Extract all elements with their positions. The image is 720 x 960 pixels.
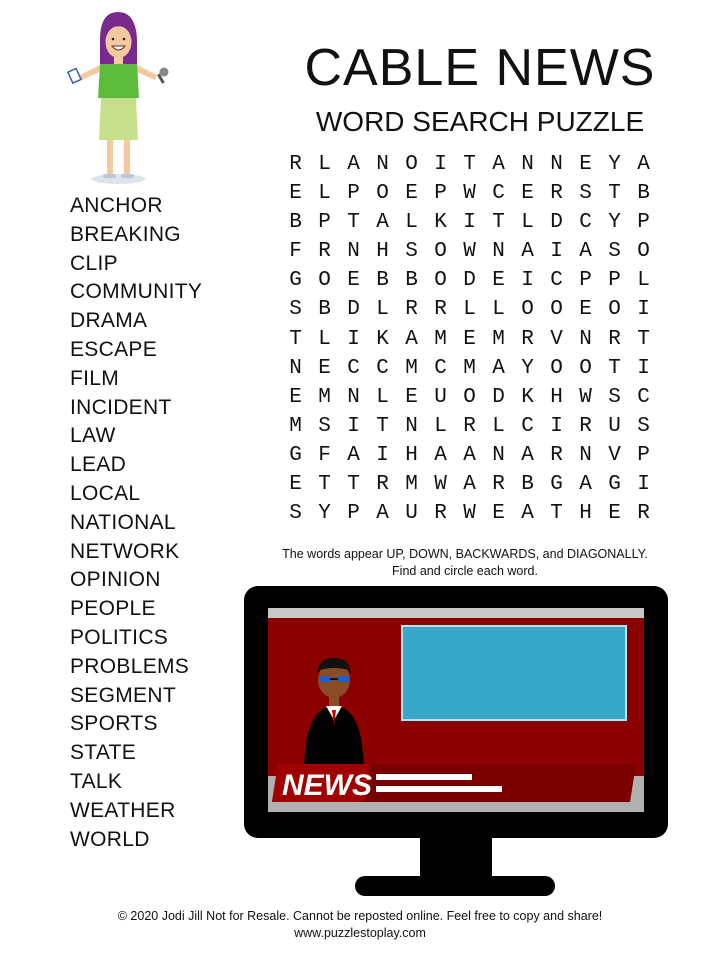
grid-cell: R xyxy=(289,153,302,176)
grid-cell: I xyxy=(463,211,476,235)
grid-cell: L xyxy=(318,327,331,351)
grid-cell: T xyxy=(318,473,331,497)
grid-row xyxy=(281,325,658,354)
grid-cell: C xyxy=(376,356,389,380)
grid-cell: E xyxy=(405,385,418,409)
grid-cell: T xyxy=(289,327,302,351)
grid-cell: S xyxy=(405,240,418,264)
grid-row xyxy=(281,412,658,441)
grid-cell: L xyxy=(521,211,534,235)
grid-cell: O xyxy=(521,298,534,322)
grid-cell: E xyxy=(289,473,302,497)
word-list-item: INCIDENT xyxy=(70,395,172,419)
page-subtitle: WORD SEARCH PUZZLE xyxy=(315,106,645,137)
grid-cell: L xyxy=(318,182,331,206)
grid-cell: O xyxy=(434,269,447,293)
grid-cell: S xyxy=(289,502,302,526)
grid-cell: S xyxy=(608,385,621,409)
grid-cell: S xyxy=(579,182,592,206)
grid-cell: A xyxy=(521,240,534,264)
grid-cell: Y xyxy=(608,153,621,176)
grid-cell: P xyxy=(608,269,621,293)
grid-cell: A xyxy=(492,356,505,380)
grid-cell: W xyxy=(579,385,592,409)
grid-cell: A xyxy=(376,502,389,526)
grid-cell: R xyxy=(608,327,621,351)
grid-cell: O xyxy=(405,153,418,176)
grid-cell: M xyxy=(492,327,505,351)
grid-cell: E xyxy=(579,298,592,322)
grid-cell: E xyxy=(492,269,505,293)
grid-cell: V xyxy=(550,327,563,351)
grid-cell: W xyxy=(463,502,476,526)
grid-cell: T xyxy=(347,211,360,235)
grid-cell: A xyxy=(463,443,476,467)
grid-cell: R xyxy=(463,414,476,438)
grid-cell: O xyxy=(463,385,476,409)
grid-cell: T xyxy=(550,502,563,526)
grid-cell: F xyxy=(318,443,331,467)
grid-cell: P xyxy=(347,182,360,206)
letter-grid xyxy=(281,150,658,528)
page-title: CABLE NEWS xyxy=(304,39,656,97)
grid-cell: I xyxy=(347,414,360,438)
grid-cell: U xyxy=(405,502,418,526)
grid-cell: L xyxy=(376,385,389,409)
grid-cell: D xyxy=(347,298,360,322)
grid-cell: C xyxy=(521,414,534,438)
word-list-item: BREAKING xyxy=(70,222,181,246)
grid-cell: E xyxy=(579,153,592,176)
grid-cell: R xyxy=(579,414,592,438)
grid-cell: E xyxy=(289,182,302,206)
grid-cell: A xyxy=(579,473,592,497)
copyright-text: © 2020 Jodi Jill Not for Resale. Cannot be reposted online. Feel free to copy and share! xyxy=(117,909,603,923)
instructions-line-1: The words appear UP, DOWN, BACKWARDS, and DIAGONALLY. xyxy=(282,547,648,561)
grid-cell: C xyxy=(637,385,650,409)
grid-cell: R xyxy=(550,443,563,467)
grid-cell: B xyxy=(376,269,389,293)
grid-cell: R xyxy=(521,327,534,351)
grid-cell: L xyxy=(434,414,447,438)
grid-cell: N xyxy=(521,153,534,176)
grid-cell: L xyxy=(637,269,650,293)
grid-cell: V xyxy=(608,443,621,467)
word-list-item: ANCHOR xyxy=(70,194,163,217)
grid-cell: N xyxy=(347,240,360,264)
website-link[interactable]: www.puzzlestoplay.com xyxy=(294,926,426,940)
grid-cell: E xyxy=(521,182,534,206)
grid-cell: N xyxy=(550,153,563,176)
grid-cell: T xyxy=(347,473,360,497)
grid-cell: A xyxy=(492,153,505,176)
grid-cell: L xyxy=(463,298,476,322)
grid-cell: T xyxy=(376,414,389,438)
grid-cell: H xyxy=(405,443,418,467)
grid-cell: R xyxy=(637,502,650,526)
word-list-item: COMMUNITY xyxy=(70,280,203,304)
grid-cell: C xyxy=(434,356,447,380)
grid-cell: D xyxy=(492,385,505,409)
word-list-item: ESCAPE xyxy=(70,337,157,361)
word-list-item: WEATHER xyxy=(70,798,176,822)
grid-cell: E xyxy=(608,502,621,526)
grid-cell: I xyxy=(550,240,563,264)
grid-row xyxy=(281,383,658,412)
grid-cell: M xyxy=(405,473,418,497)
grid-cell: U xyxy=(608,414,621,438)
grid-cell: H xyxy=(579,502,592,526)
grid-cell: P xyxy=(347,502,360,526)
grid-cell: B xyxy=(521,473,534,497)
grid-cell: N xyxy=(347,385,360,409)
grid-cell: R xyxy=(405,298,418,322)
grid-cell: A xyxy=(434,443,447,467)
grid-cell: I xyxy=(637,356,650,380)
grid-cell: E xyxy=(289,385,302,409)
grid-cell: C xyxy=(347,356,360,380)
grid-cell: I xyxy=(637,298,650,322)
grid-row xyxy=(281,354,658,383)
grid-cell: E xyxy=(347,269,360,293)
word-list-item: PEOPLE xyxy=(70,597,156,621)
footer xyxy=(0,908,720,942)
grid-cell: O xyxy=(376,182,389,206)
grid-cell: B xyxy=(637,182,650,206)
grid-cell: T xyxy=(492,211,505,235)
word-list xyxy=(70,192,202,854)
grid-cell: N xyxy=(492,443,505,467)
grid-cell: P xyxy=(637,443,650,467)
grid-cell: O xyxy=(550,356,563,380)
grid-cell: G xyxy=(289,269,302,293)
word-list-item: SEGMENT xyxy=(70,683,176,707)
word-list-item: NETWORK xyxy=(70,539,180,563)
grid-cell: D xyxy=(463,269,476,293)
grid-row xyxy=(281,441,658,470)
grid-cell: O xyxy=(579,356,592,380)
grid-cell: I xyxy=(637,473,650,497)
grid-cell: Y xyxy=(521,356,534,380)
grid-row xyxy=(281,237,658,266)
grid-cell: S xyxy=(289,298,302,322)
grid-cell: R xyxy=(550,182,563,206)
grid-cell: A xyxy=(637,153,650,176)
word-list-item: OPINION xyxy=(70,568,161,592)
grid-cell: R xyxy=(318,240,331,264)
grid-cell: H xyxy=(376,240,389,264)
grid-cell: N xyxy=(376,153,389,176)
grid-cell: T xyxy=(463,153,476,176)
grid-cell: N xyxy=(579,327,592,351)
grid-cell: A xyxy=(376,211,389,235)
grid-cell: M xyxy=(318,385,331,409)
grid-cell: P xyxy=(434,182,447,206)
word-list-item: NATIONAL xyxy=(70,510,176,534)
grid-cell: S xyxy=(637,414,650,438)
grid-row xyxy=(281,266,658,295)
grid-cell: I xyxy=(434,153,447,176)
word-list-item: STATE xyxy=(70,741,137,765)
word-list-item: CLIP xyxy=(70,251,118,275)
grid-cell: A xyxy=(579,240,592,264)
grid-cell: C xyxy=(550,269,563,293)
grid-cell: N xyxy=(579,443,592,467)
grid-cell: F xyxy=(289,240,302,264)
word-list-item: SPORTS xyxy=(70,712,158,736)
grid-cell: T xyxy=(608,182,621,206)
grid-cell: E xyxy=(318,356,331,380)
grid-cell: C xyxy=(579,211,592,235)
grid-cell: I xyxy=(550,414,563,438)
grid-cell: N xyxy=(289,356,302,380)
grid-cell: M xyxy=(405,356,418,380)
grid-cell: A xyxy=(405,327,418,351)
reporter-illustration xyxy=(60,8,190,188)
grid-row xyxy=(281,295,658,324)
grid-cell: L xyxy=(376,298,389,322)
grid-cell: C xyxy=(492,182,505,206)
tv-illustration xyxy=(244,586,668,898)
grid-cell: W xyxy=(434,473,447,497)
grid-cell: L xyxy=(492,414,505,438)
grid-cell: U xyxy=(434,385,447,409)
grid-cell: K xyxy=(376,327,389,351)
grid-cell: A xyxy=(521,502,534,526)
grid-cell: A xyxy=(347,153,360,176)
grid-cell: G xyxy=(608,473,621,497)
grid-cell: R xyxy=(434,298,447,322)
grid-cell: R xyxy=(376,473,389,497)
grid-cell: W xyxy=(463,240,476,264)
grid-row xyxy=(281,208,658,237)
grid-cell: T xyxy=(608,356,621,380)
grid-row xyxy=(281,179,658,208)
grid-cell: I xyxy=(347,327,360,351)
grid-cell: B xyxy=(289,211,302,235)
grid-cell: H xyxy=(550,385,563,409)
word-list-item: LOCAL xyxy=(70,481,141,505)
grid-cell: P xyxy=(318,211,331,235)
grid-cell: B xyxy=(318,298,331,322)
grid-cell: D xyxy=(550,211,563,235)
word-list-item: TALK xyxy=(70,769,123,793)
word-list-item: LEAD xyxy=(70,453,127,477)
grid-cell: O xyxy=(318,269,331,293)
grid-cell: R xyxy=(434,502,447,526)
grid-cell: A xyxy=(521,443,534,467)
grid-cell: A xyxy=(463,473,476,497)
grid-cell: E xyxy=(463,327,476,351)
grid-cell: L xyxy=(405,211,418,235)
grid-cell: S xyxy=(608,240,621,264)
grid-cell: T xyxy=(637,327,650,351)
grid-cell: W xyxy=(463,182,476,206)
grid-row xyxy=(281,150,658,179)
grid-cell: O xyxy=(608,298,621,322)
grid-cell: E xyxy=(405,182,418,206)
word-list-item: LAW xyxy=(70,424,116,448)
grid-row xyxy=(281,470,658,499)
word-list-item: PROBLEMS xyxy=(70,654,190,678)
grid-cell: L xyxy=(492,298,505,322)
word-list-item: DRAMA xyxy=(70,309,148,333)
grid-cell: N xyxy=(492,240,505,264)
grid-cell: O xyxy=(550,298,563,322)
grid-cell: M xyxy=(289,414,302,438)
grid-cell: R xyxy=(492,473,505,497)
grid-cell: I xyxy=(521,269,534,293)
instructions xyxy=(260,546,670,580)
grid-cell: I xyxy=(376,443,389,467)
grid-cell: B xyxy=(405,269,418,293)
grid-cell: G xyxy=(289,443,302,467)
instructions-line-2: Find and circle each word. xyxy=(392,564,538,578)
grid-cell: P xyxy=(637,211,650,235)
word-list-item: FILM xyxy=(70,366,120,390)
grid-cell: S xyxy=(318,414,331,438)
grid-cell: L xyxy=(318,153,331,176)
word-list-item: WORLD xyxy=(70,827,150,851)
tv-banner-text: NEWS xyxy=(282,769,372,802)
grid-cell: K xyxy=(521,385,534,409)
grid-cell: M xyxy=(434,327,447,351)
grid-cell: P xyxy=(579,269,592,293)
grid-cell: Y xyxy=(318,502,331,526)
grid-cell: E xyxy=(492,502,505,526)
grid-cell: A xyxy=(347,443,360,467)
grid-cell: N xyxy=(405,414,418,438)
grid-cell: M xyxy=(463,356,476,380)
grid-cell: O xyxy=(637,240,650,264)
grid-cell: G xyxy=(550,473,563,497)
grid-row xyxy=(281,499,658,528)
grid-cell: Y xyxy=(608,211,621,235)
grid-cell: O xyxy=(434,240,447,264)
word-list-item: POLITICS xyxy=(70,625,169,649)
grid-cell: K xyxy=(434,211,447,235)
